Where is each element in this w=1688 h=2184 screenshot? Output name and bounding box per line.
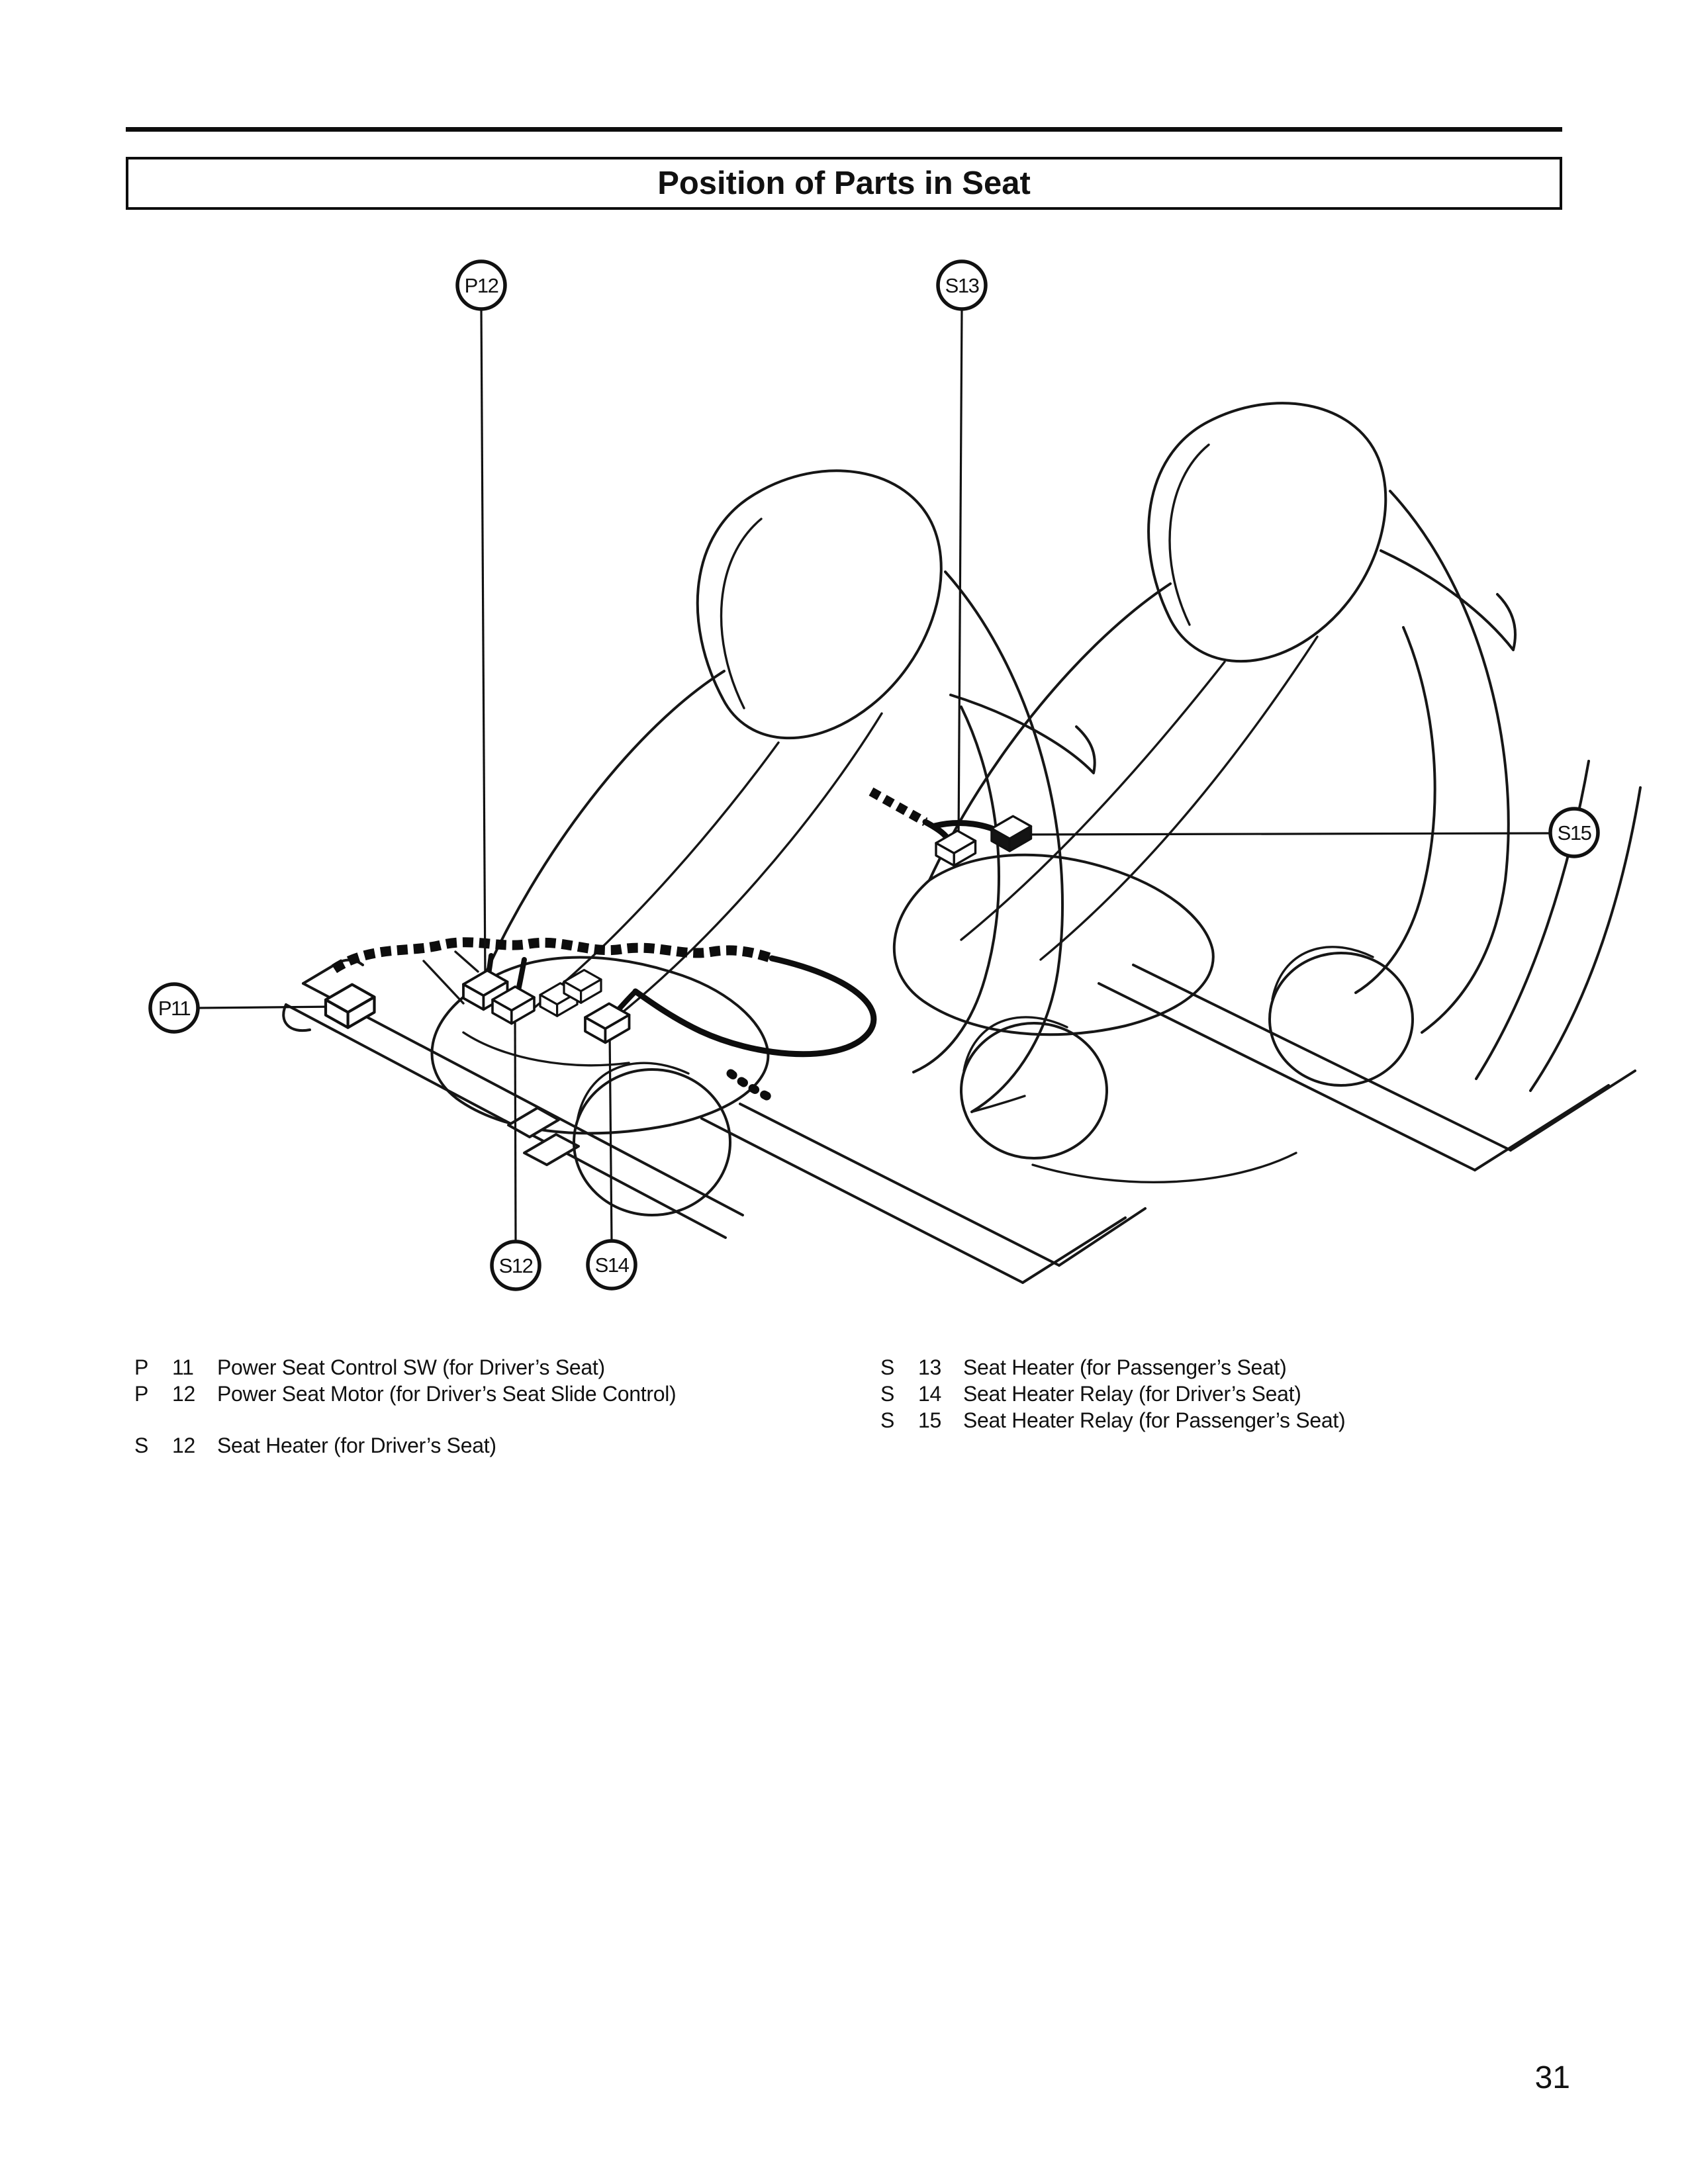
passenger-headrest-bracket (1381, 551, 1515, 650)
callout-s14 (588, 1241, 635, 1289)
callout-p11 (150, 984, 198, 1032)
legend-letter: S (134, 1433, 149, 1457)
legend-number: 11 (172, 1355, 194, 1379)
legend-letter: S (880, 1408, 895, 1432)
legend-letter: S (880, 1382, 895, 1406)
harness-beaded-run (334, 942, 772, 969)
leader-p11 (198, 1007, 338, 1008)
driver-rail-2 (286, 1005, 726, 1238)
passenger-underline (1033, 1153, 1296, 1182)
driver-rail-ext-end-2 (1059, 1208, 1145, 1265)
leader-s14 (610, 1031, 612, 1241)
legend-description: Seat Heater Relay (for Passenger’s Seat) (963, 1408, 1346, 1432)
page-title: Position of Parts in Seat (657, 165, 1031, 201)
legend-letter: P (134, 1382, 149, 1406)
legend-letter: P (134, 1355, 149, 1379)
driver-backrest-seam-a (528, 743, 778, 1013)
driver-rail-foot (283, 1005, 310, 1030)
legend-description: Power Seat Control SW (for Driver’s Seat) (217, 1355, 605, 1379)
legend-row-s14 (880, 1381, 1642, 1407)
driver-rail-ext-1 (702, 1118, 1023, 1283)
callout-s12-label: S12 (498, 1253, 533, 1277)
passenger-rail-end-1 (1475, 1085, 1609, 1170)
harness-dotted-tail (731, 1073, 772, 1099)
legend-description: Seat Heater (for Passenger’s Seat) (963, 1355, 1287, 1379)
passenger-backrest-right-edge (1356, 627, 1435, 993)
connector-p11 (326, 985, 375, 1028)
legend-description: Seat Heater Relay (for Driver’s Seat) (963, 1382, 1301, 1406)
leader-s15 (1019, 833, 1550, 835)
connector-s14 (585, 1003, 630, 1042)
connectors (326, 816, 1031, 1042)
legend-row-p11 (134, 1354, 876, 1381)
driver-backrest-left-edge (481, 671, 724, 985)
passenger-backrest-seam-a (961, 662, 1225, 940)
driver-rear-to-roller (972, 1096, 1025, 1112)
driver-headrest (698, 471, 941, 738)
legend-number: 12 (172, 1433, 195, 1457)
callout-s13 (938, 261, 986, 309)
legend-description: Seat Heater (for Driver’s Seat) (217, 1433, 496, 1457)
legend-row-s15 (880, 1407, 1642, 1433)
passenger-rail-1 (1099, 983, 1475, 1170)
leader-lines (198, 309, 1550, 1242)
legend-number: 13 (918, 1355, 941, 1379)
passenger-rail-end-2 (1511, 1071, 1635, 1150)
legend-row-p12 (134, 1381, 876, 1407)
callout-p11-label: P11 (158, 996, 191, 1020)
passenger-backrest-rear-edge (1390, 491, 1509, 1032)
callout-s14-label: S14 (594, 1253, 629, 1277)
passenger-seat-harness (871, 792, 1004, 843)
passenger-headrest-seam (1170, 445, 1209, 625)
callout-s15 (1550, 809, 1598, 856)
legend-letter: S (880, 1355, 895, 1379)
driver-cushion-slash-2 (455, 952, 478, 972)
page-number: 31 (1534, 2060, 1570, 2095)
legend-number: 12 (172, 1382, 195, 1406)
driver-seat (283, 471, 1145, 1283)
callout-p12-label: P12 (464, 273, 498, 297)
callout-s15-label: S15 (1557, 821, 1591, 844)
passenger-headrest (1149, 403, 1385, 661)
passenger-seat (894, 403, 1640, 1182)
legend-number: 14 (918, 1382, 941, 1406)
callouts (150, 261, 1598, 1289)
legend-number: 15 (918, 1408, 941, 1432)
driver-lever-2 (524, 1134, 579, 1165)
passenger-backrest-seam-b (1041, 637, 1317, 960)
passenger-cushion (894, 855, 1213, 1034)
driver-roller-front (574, 1069, 730, 1215)
legend-row-s13 (880, 1354, 1642, 1381)
callout-s13-label: S13 (945, 273, 979, 297)
harness-beaded-run-passenger (871, 792, 925, 822)
legend-left-column (134, 1354, 876, 1459)
driver-rail-ext-2 (740, 1104, 1059, 1265)
legend-right-column (880, 1354, 1642, 1433)
callout-p12 (457, 261, 505, 309)
leader-s13 (959, 309, 962, 841)
leader-s12 (515, 1014, 516, 1242)
legend-description: Power Seat Motor (for Driver’s Seat Slide Control) (217, 1382, 677, 1406)
legend-row-s12 (134, 1432, 876, 1459)
callout-s12 (492, 1242, 539, 1289)
passenger-rail-2 (1133, 965, 1511, 1150)
passenger-roller (1270, 953, 1413, 1085)
driver-cushion-slash-1 (424, 961, 463, 1003)
leader-p12 (481, 309, 485, 982)
driver-rail-ext-end-1 (1023, 1218, 1125, 1283)
